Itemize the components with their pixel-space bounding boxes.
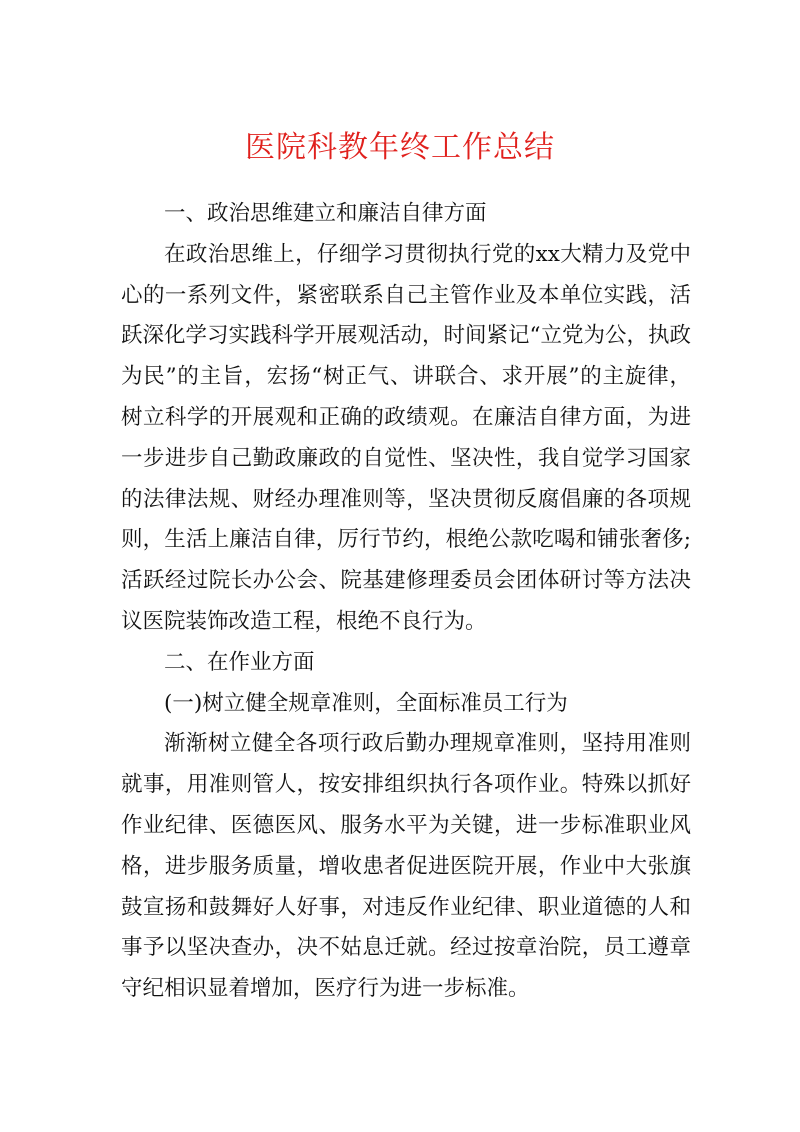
- body-paragraph: 在政治思维上，仔细学习贯彻执行党的xx大精力及党中心的一系列文件，紧密联系自己主管作业及本单位实践，活跃深化学习实践科学开展观活动，时间紧记“立党为公，执政为民”的主旨，宏扬“树正气、讲联合、求开展”的主旋律，树立科学的开展观和正确的政绩观。在廉洁自律方面，为进一步进步自己勤政廉政的自觉性、坚决性，我自觉学习国家的法律法规、财经办理准则等，坚决贯彻反腐倡廉的各项规则，生活上廉洁自律，厉行节约，根绝公款吃喝和铺张奢侈;活跃经过院长办公会、院基建修理委员会团体研讨等方法决议医院装饰改造工程，根绝不良行为。: [121, 241, 691, 634]
- document-body: [121, 194, 691, 1010]
- subsection-heading: (一)树立健全规章准则，全面标准员工行为: [164, 690, 568, 716]
- document-title: 医院科教年终工作总结: [245, 130, 555, 165]
- section-heading-1: 一、政治思维建立和廉洁自律方面: [164, 201, 487, 226]
- section-heading-2: 二、在作业方面: [164, 649, 315, 675]
- body-paragraph: 渐渐树立健全各项行政后勤办理规章准则，坚持用准则就事，用准则管人，按安排组织执行各项作业。特殊以抓好作业纪律、医德医风、服务水平为关键，进一步标准职业风格，进步服务质量，增收患者促进医院开展，作业中大张旗鼓宣扬和鼓舞好人好事，对违反作业纪律、职业道德的人和事予以坚决查办，决不姑息迁就。经过按章治院，员工遵章守纪相识显着增加，医疗行为进一步标准。: [121, 731, 691, 1002]
